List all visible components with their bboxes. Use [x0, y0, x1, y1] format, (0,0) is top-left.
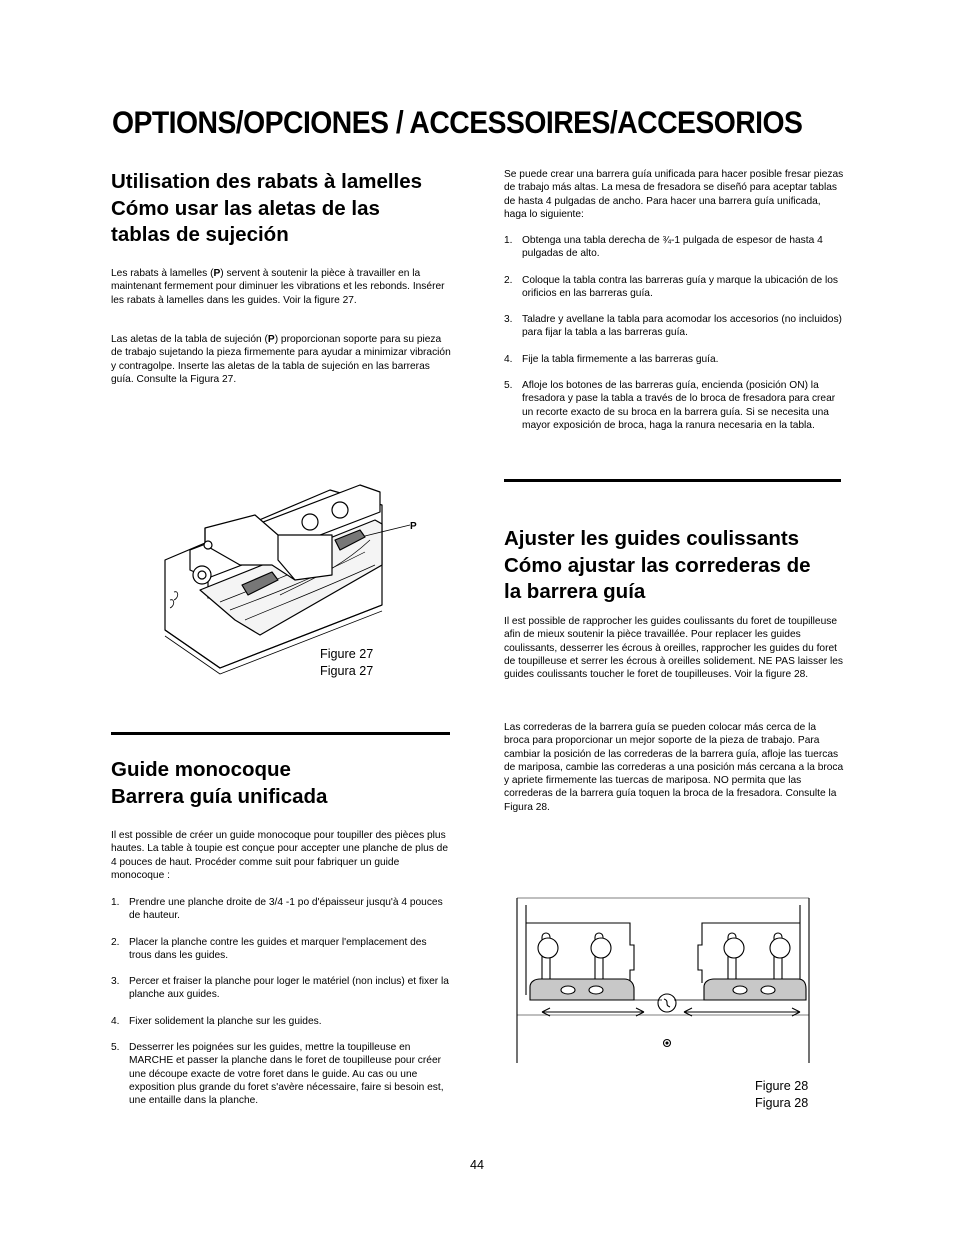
list-item: 3. Percer et fraiser la planche pour loger le matériel (non inclus) et fixer la planche aux guides.	[111, 976, 449, 1001]
right-section-divider	[504, 479, 841, 482]
figure-27-caption	[320, 646, 373, 680]
unified-fence-heading-es: Barrera guía unificada	[111, 784, 328, 808]
sliding-guides-heading-es-1: Cómo ajustar las correderas de	[504, 553, 811, 577]
sliding-guides-heading	[504, 526, 844, 606]
figure-27-callout-p: P	[410, 521, 417, 532]
page-number: 44	[469, 1158, 484, 1172]
figure-28-caption	[755, 1078, 808, 1112]
callout-p-ref: P	[213, 268, 221, 279]
list-item: 5. Afloje los botones de las barreras guía, encienda (posición ON) la fresadora y pase la tabla a través de lo broca de fresadora para crear un recorte exacto de su broca en la barrera guía. Si se necesita una mayor exposición de broca, haga la ranura necesaria en la tabla.	[504, 380, 836, 431]
figure-27-caption-fr: Figure 27	[320, 647, 374, 661]
featherboards-heading-es-1: Cómo usar las aletas de las	[111, 196, 380, 220]
figure-28-illustration	[512, 895, 822, 1067]
featherboards-paragraph-fr: Les rabats à lamelles (P) servent à soutenir la pièce à travailler en la maintenant fermement pour diminuer les vibrations et les rebonds. Insérer les rabats à lamelles dans les guides. Voir la figure 27.	[111, 268, 445, 306]
figure-28-caption-es: Figura 28	[755, 1096, 809, 1110]
unified-fence-steps-fr	[111, 896, 451, 1108]
figure-28-caption-fr: Figure 28	[755, 1079, 809, 1093]
unified-fence-heading	[111, 757, 451, 810]
list-item: 5. Desserrer les poignées sur les guides, mettre la toupilleuse en MARCHE et passer la planche dans le foret de toupilleuse pour créer une découpe exacte de votre foret dans le guide. Au cas ou une exposition plus grande du foret s'avère nécessaire, faire si besoin est, une entaille dans la planche.	[111, 1042, 444, 1107]
sliding-guides-paragraph-es: Las correderas de la barrera guía se pueden colocar más cerca de la broca para proporcionar un mejor soporte de la pieza de trabajo. Para cambiar la posición de las correderas de la barrera guía, afloje las tuercas de mariposa, cambie las correderas a una posición más cercana a la broca y apriete firmemente las tuercas de mariposa. NO permita que las correderas de la barrera guía toquen la broca de la fresadora. Consulte la Figura 28.	[504, 722, 844, 813]
figure-27-caption-es: Figura 27	[320, 664, 374, 678]
unified-fence-intro-fr: Il est possible de créer un guide monocoque pour toupiller des pièces plus hautes. La table à toupie est conçue pour accepter une planche de plus de 4 pouces de haut. Procéder comme suit pour fabriquer un guide monocoque :	[111, 830, 448, 881]
list-item: 3. Taladre y avellane la tabla para acomodar los accesorios (no incluidos) para fijar la tabla a las barreras guía.	[504, 314, 842, 339]
list-item: 4. Fije la tabla firmemente a las barreras guía.	[504, 353, 719, 365]
sliding-guides-heading-fr: Ajuster les guides coulissants	[504, 527, 800, 550]
featherboards-paragraph-es: Las aletas de la tabla de sujeción (P) proporcionan soporte para su pieza de trabajo sujetando la pieza firmemente para ayudar a minimizar vibración y contragolpe. Inserte las aletas de la tabla de sujeción en las barreras guía. Consulte la Figura 27.	[111, 334, 451, 385]
list-item: 2. Placer la planche contre les guides et marquer l'emplacement des trous dans les guides.	[111, 936, 427, 961]
unified-fence-steps-es	[504, 234, 844, 432]
sliding-guides-heading-es-2: la barrera guía	[504, 580, 646, 603]
featherboards-heading	[111, 169, 451, 249]
figure-27-illustration	[160, 480, 430, 680]
left-section-divider	[111, 732, 450, 735]
unified-fence-heading-fr: Guide monocoque	[111, 758, 291, 781]
featherboards-heading-es-2: tablas de sujeción	[111, 223, 289, 246]
sliding-guides-paragraph-fr: Il est possible de rapprocher les guides coulissants du foret de toupilleuse afin de mieux soutenir la pièce travaillée. Pour replacer les guides coulissants, desserrer les écrous à oreilles, rapprocher les guides du foret de toupilleuse et serrer les écrous à oreilles solidement. NE PAS laisser les guides coulissants toucher le foret de toupilleuses. Voir la figure 28.	[504, 616, 843, 681]
list-item: 1. Obtenga una tabla derecha de ¾-1 pulgada de espesor de hasta 4 pulgadas de alto.	[504, 235, 823, 260]
list-item: 4. Fixer solidement la planche sur les guides.	[111, 1015, 322, 1027]
list-item: 2. Coloque la tabla contra las barreras guía y marque la ubicación de los orificios en las barreras guía.	[504, 274, 838, 299]
page-title: OPTIONS/OPCIONES / ACCESSOIRES/ACCESORIOS	[112, 104, 803, 140]
callout-p-ref: P	[267, 334, 275, 345]
featherboards-heading-fr: Utilisation des rabats à lamelles	[111, 170, 423, 193]
list-item: 1. Prendre une planche droite de 3/4 -1 po d'épaisseur jusqu'à 4 pouces de hauteur.	[111, 897, 443, 922]
unified-fence-intro-es: Se puede crear una barrera guía unificada para hacer posible fresar piezas de trabajo más altas. La mesa de fresadora se diseñó para aceptar tablas de hasta 4 pulgadas de ancho. Para hacer una barrera guía unificada, haga lo siguiente:	[504, 169, 844, 220]
